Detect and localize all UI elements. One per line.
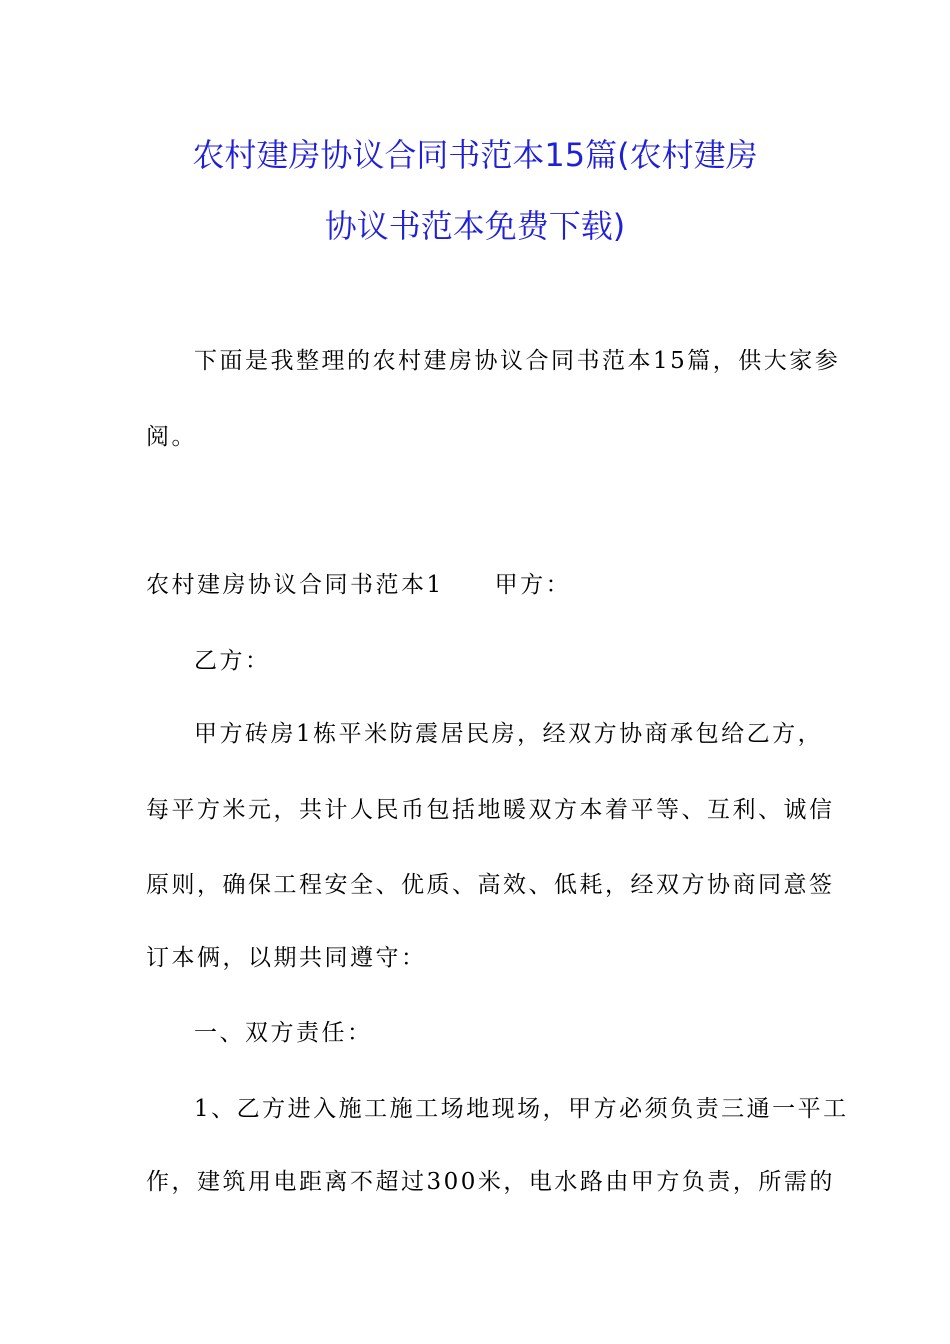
body-line-1: 甲方砖房1栋平米防震居民房，经双方协商承包给乙方， xyxy=(194,721,824,747)
party-b-label: 乙方： xyxy=(194,648,271,674)
clause-line-1: 1、乙方进入施工施工场地现场，甲方必须负责三通一平工 xyxy=(194,1096,849,1122)
intro-line-2: 阅。 xyxy=(146,424,197,450)
intro-line-1: 下面是我整理的农村建房协议合同书范本15篇，供大家参 xyxy=(194,348,841,374)
body-line-3: 原则，确保工程安全、优质、高效、低耗，经双方协商同意签 xyxy=(146,872,835,898)
document-title-line-1: 农村建房协议合同书范本15篇(农村建房 xyxy=(192,136,758,174)
body-line-4: 订本俩，以期共同遵守： xyxy=(146,945,427,971)
clause-line-2: 作，建筑用电距离不超过300米，电水路由甲方负责，所需的 xyxy=(146,1169,835,1195)
body-line-2: 每平方米元，共计人民币包括地暖双方本着平等、互利、诚信 xyxy=(146,797,835,823)
section-heading: 一、双方责任： xyxy=(194,1020,373,1046)
document-title-line-2: 协议书范本免费下载) xyxy=(324,207,626,245)
sample-heading: 农村建房协议合同书范本1 甲方： xyxy=(146,572,572,598)
